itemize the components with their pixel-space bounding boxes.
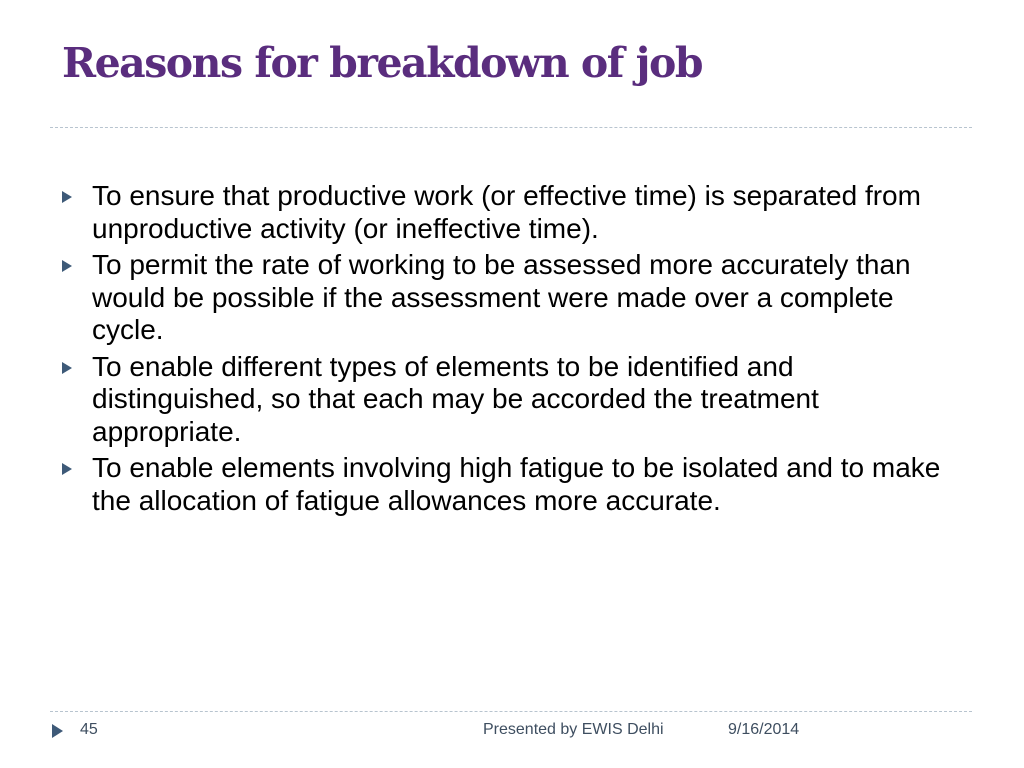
triangle-right-icon (62, 351, 92, 374)
bullet-text: To enable elements involving high fatigue to be isolated and to make the allocation of fatigue allowances more accurate. (92, 452, 941, 516)
title-divider (50, 127, 972, 128)
bullet-item (62, 249, 972, 347)
bullet-text: To enable different types of elements to be identified and distinguished, so that each may be accorded the treatment appropriate. (92, 350, 819, 447)
slide-title: Reasons for breakdown of job (62, 39, 703, 87)
triangle-right-icon (62, 249, 92, 272)
footer-divider (50, 711, 972, 712)
bullet-text: To ensure that productive work (or effective time) is separated from unproductive activity (or ineffective time). (92, 180, 921, 244)
bullet-list (62, 180, 972, 521)
presenter-label: Presented by EWIS Delhi (483, 721, 664, 738)
triangle-right-icon (62, 180, 92, 203)
triangle-right-icon (62, 452, 92, 475)
page-number: 45 (80, 721, 98, 738)
triangle-right-icon (52, 724, 63, 743)
bullet-item (62, 180, 972, 245)
bullet-item (62, 351, 972, 449)
date-label: 9/16/2014 (728, 721, 800, 738)
bullet-item (62, 452, 972, 517)
bullet-text: To permit the rate of working to be assessed more accurately than would be possible if the assessment were made over a complete cycle. (92, 249, 911, 345)
